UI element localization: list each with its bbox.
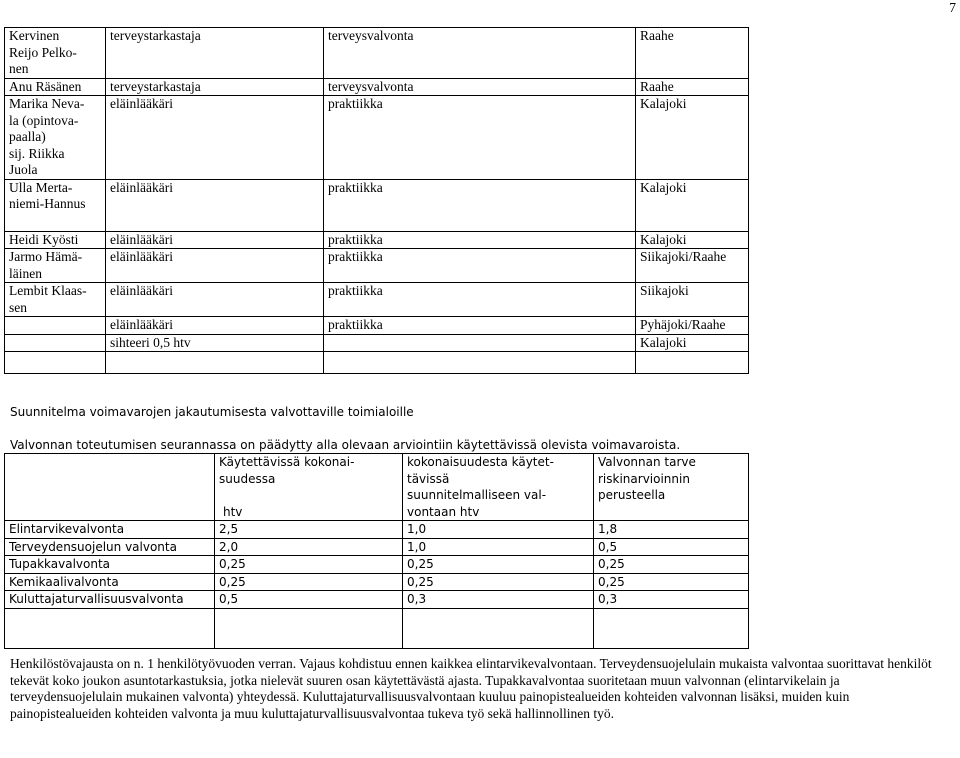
header-total: Käytettävissä kokonai- suudessa — [219, 455, 355, 486]
staff-location — [636, 352, 749, 374]
staff-name: Kervinen Reijo Pelko- nen — [5, 28, 106, 79]
resource-planned — [403, 608, 594, 648]
staff-location: Pyhäjoki/Raahe — [636, 317, 749, 335]
resource-total: 2,5 — [215, 521, 403, 539]
resource-planned: 1,0 — [403, 521, 594, 539]
resource-planned: 0,3 — [403, 591, 594, 609]
staff-location: Siikajoki — [636, 283, 749, 317]
staff-title: eläinlääkäri — [106, 283, 324, 317]
staff-row — [5, 96, 749, 180]
staff-name: Marika Neva- la (opintova- paalla) sij. Riikka Juola — [5, 96, 106, 180]
resource-table — [4, 453, 749, 649]
staff-duty: praktiikka — [324, 249, 636, 283]
resource-need: 0,25 — [594, 556, 749, 574]
staff-row — [5, 249, 749, 283]
resource-row — [5, 573, 749, 591]
staff-row — [5, 179, 749, 231]
staff-duty: terveysvalvonta — [324, 78, 636, 96]
staff-row — [5, 334, 749, 352]
resource-need: 1,8 — [594, 521, 749, 539]
resource-need: 0,25 — [594, 573, 749, 591]
staff-name: Anu Räsänen — [5, 78, 106, 96]
resource-row — [5, 608, 749, 648]
staff-table — [4, 27, 749, 374]
resource-area: Kemikaalivalvonta — [5, 573, 215, 591]
staff-location: Kalajoki — [636, 231, 749, 249]
resource-row — [5, 538, 749, 556]
staff-duty: praktiikka — [324, 317, 636, 335]
resource-total — [215, 608, 403, 648]
resource-planned: 0,25 — [403, 556, 594, 574]
staff-title — [106, 352, 324, 374]
resource-area: Tupakkavalvonta — [5, 556, 215, 574]
staff-row — [5, 352, 749, 374]
resource-area — [5, 608, 215, 648]
staff-row — [5, 28, 749, 79]
staff-duty — [324, 334, 636, 352]
staff-duty: praktiikka — [324, 231, 636, 249]
resource-area: Elintarvikevalvonta — [5, 521, 215, 539]
staff-location: Kalajoki — [636, 96, 749, 180]
staff-duty: terveysvalvonta — [324, 28, 636, 79]
staff-location: Siikajoki/Raahe — [636, 249, 749, 283]
staff-title: eläinlääkäri — [106, 249, 324, 283]
resource-total: 0,5 — [215, 591, 403, 609]
section-intro: Valvonnan toteutumisen seurannassa on päädytty alla olevaan arviointiin käytettävissä olevista voimavaroista. — [10, 438, 681, 452]
closing-paragraph: Henkilöstövajausta on n. 1 henkilötyövuoden verran. Vajaus kohdistuu ennen kaikkea elintarvikevalvontaan. Terveydensuojelulain mukaista valvontaa suorittavat henkilöt tekevät koko joukon asuntotarkastuksia, jotka nielevät suuren osan käytettävästä ajasta. Tupakkavalvontaa suoritetaan muun valvonnan (elintarvikelain ja terveydensuojelulain mukainen valvonta) yhteydessä. Kuluttajaturvallisuusvalvontaan kuuluu painopistealueiden kohteiden valvonnan lisäksi, muiden kuin painopistealueiden kohteiden valvonta ja muu kuluttajaturvallisuusvalvontaa tukeva työ sekä hallinnollinen työ. — [10, 656, 932, 721]
staff-name: Ulla Merta- niemi-Hannus — [5, 179, 106, 231]
staff-row — [5, 283, 749, 317]
staff-title: terveystarkastaja — [106, 28, 324, 79]
resource-area: Kuluttajaturvallisuusvalvonta — [5, 591, 215, 609]
staff-title: terveystarkastaja — [106, 78, 324, 96]
resource-total: 0,25 — [215, 573, 403, 591]
staff-name — [5, 352, 106, 374]
staff-row — [5, 231, 749, 249]
staff-row — [5, 78, 749, 96]
resource-row — [5, 521, 749, 539]
staff-duty — [324, 352, 636, 374]
staff-row — [5, 317, 749, 335]
resource-total: 0,25 — [215, 556, 403, 574]
resource-area: Terveydensuojelun valvonta — [5, 538, 215, 556]
resource-need — [594, 608, 749, 648]
staff-name — [5, 317, 106, 335]
staff-title: eläinlääkäri — [106, 96, 324, 180]
page-number: 7 — [949, 0, 956, 15]
resource-row — [5, 591, 749, 609]
resource-need: 0,5 — [594, 538, 749, 556]
staff-title: eläinlääkäri — [106, 317, 324, 335]
staff-title: eläinlääkäri — [106, 179, 324, 231]
staff-location: Raahe — [636, 78, 749, 96]
staff-duty: praktiikka — [324, 96, 636, 180]
section-heading: Suunnitelma voimavarojen jakautumisesta valvottaville toimialoille — [10, 405, 414, 419]
staff-title: eläinlääkäri — [106, 231, 324, 249]
resource-planned: 0,25 — [403, 573, 594, 591]
staff-duty: praktiikka — [324, 283, 636, 317]
staff-location: Kalajoki — [636, 334, 749, 352]
staff-title: sihteeri 0,5 htv — [106, 334, 324, 352]
resource-row — [5, 556, 749, 574]
header-planned: kokonaisuudesta käytet- tävissä suunnitelmalliseen val- vontaan htv — [403, 454, 594, 521]
header-need: Valvonnan tarve riskinarvioinnin perusteella — [594, 454, 749, 521]
header-total-unit: htv — [223, 504, 243, 519]
resource-table-header — [5, 454, 749, 521]
resource-need: 0,3 — [594, 591, 749, 609]
resource-total: 2,0 — [215, 538, 403, 556]
staff-name: Lembit Klaas- sen — [5, 283, 106, 317]
resource-planned: 1,0 — [403, 538, 594, 556]
header-area — [5, 454, 215, 521]
staff-location: Raahe — [636, 28, 749, 79]
staff-location: Kalajoki — [636, 179, 749, 231]
staff-name: Heidi Kyösti — [5, 231, 106, 249]
staff-name: Jarmo Hämä- läinen — [5, 249, 106, 283]
staff-duty: praktiikka — [324, 179, 636, 231]
staff-name — [5, 334, 106, 352]
